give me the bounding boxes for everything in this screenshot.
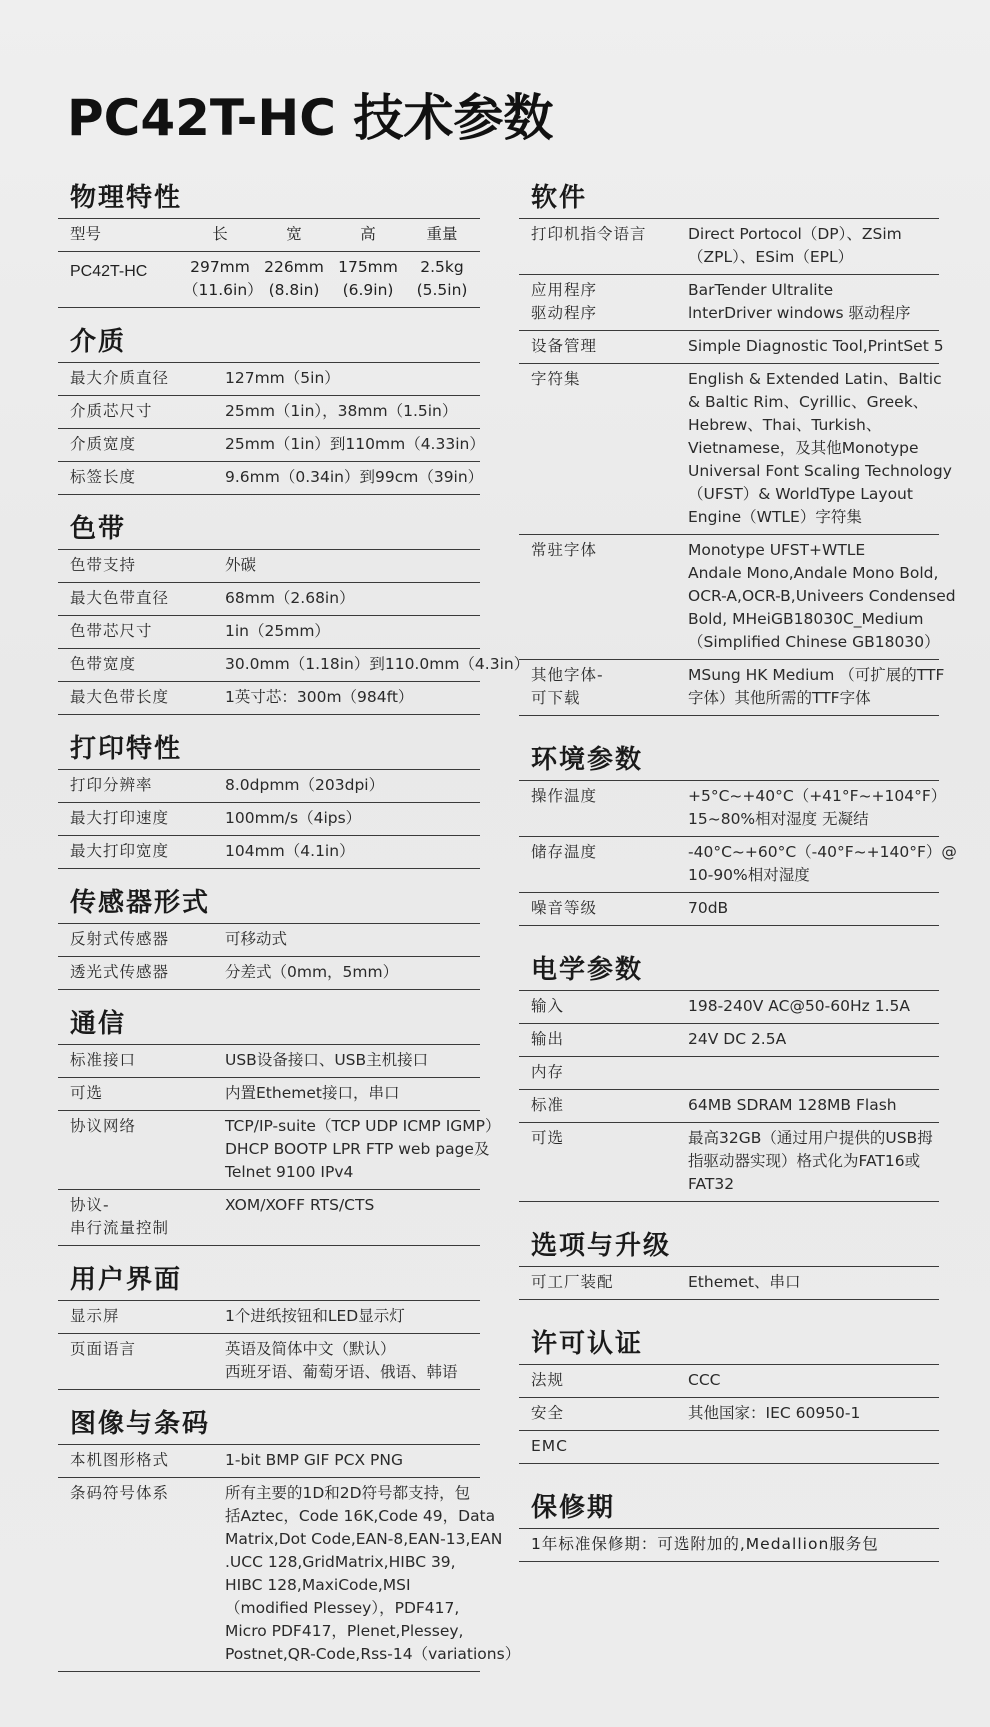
communication-section <box>58 1004 501 1246</box>
section-title-ui: 用户界面 <box>58 1260 480 1301</box>
spec-value: 1个进纸按钮和LED显示灯 <box>225 1307 405 1325</box>
spec-label: 打印机指令语言 <box>531 225 647 243</box>
spec-value: 1in（25mm） <box>225 622 330 640</box>
spec-value: 25mm（1in），38mm（1.5in） <box>225 402 458 420</box>
spec-label: 最大色带长度 <box>70 688 170 706</box>
spec-label: 设备管理 <box>531 337 598 355</box>
electrical-row <box>519 1090 939 1123</box>
comm-row <box>58 1078 480 1111</box>
spec-value: 30.0mm（1.18in）到110.0mm（4.3in） <box>225 655 530 673</box>
spec-value: 24V DC 2.5A <box>688 1030 787 1048</box>
env-row <box>519 837 957 893</box>
spec-value <box>688 1061 939 1084</box>
spec-value: -40°C~+60°C（-40°F~+140°F）@ 10-90%相对湿度 <box>688 843 957 884</box>
spec-label: 协议网络 <box>70 1117 137 1135</box>
spec-label: 可选 <box>70 1084 104 1102</box>
media-row <box>58 429 485 462</box>
spec-value: Ethemet、串口 <box>688 1273 801 1291</box>
spec-label: 噪音等级 <box>531 899 598 917</box>
spec-value: 104mm（4.1in） <box>225 842 355 860</box>
page-title: PC42T-HC 技术参数 <box>67 89 554 147</box>
warranty-text: 1年标准保修期：可选附加的,Medallion服务包 <box>519 1529 939 1562</box>
spec-value: English & Extended Latin、Baltic & Baltic Rim、Cyrillic、Greek、 Hebrew、Thai、Turkish、 Vietnamese，及其他Monotype Universal Font Scaling Technology （UFST）& WorldType Layout Engine（WTLE）字符集 <box>688 370 952 526</box>
header-width: 宽 <box>286 225 302 243</box>
media-section <box>58 322 485 495</box>
software-row <box>519 535 956 660</box>
electrical-section <box>519 950 939 1202</box>
spec-value: Direct Portocol（DP）、ZSim （ZPL）、ESim（EPL） <box>688 225 902 266</box>
sensor-section <box>58 883 480 990</box>
spec-label: 应用程序 驱动程序 <box>531 281 598 322</box>
ui-row <box>58 1334 480 1390</box>
spec-value: 所有主要的1D和2D符号都支持，包 括Aztec，Code 16K,Code 49，Data Matrix,Dot Code,EAN-8,EAN-13,EAN .UCC 128,GridMatrix,HIBC 39, HIBC 128,MaxiCode,MSI （modified Plessey），PDF417, Micro PDF417，Plenet,Plessey, Postnet,QR-Code,Rss-14（variations） <box>225 1484 521 1663</box>
media-row <box>58 462 484 495</box>
section-title-comm: 通信 <box>58 1004 480 1045</box>
spec-label: 显示屏 <box>70 1307 120 1325</box>
header-model: 型号 <box>70 225 102 243</box>
print-row <box>58 803 480 836</box>
header-height: 高 <box>360 225 376 243</box>
comm-row <box>58 1111 501 1190</box>
spec-label: 标签长度 <box>70 468 137 486</box>
spec-label: 色带宽度 <box>70 655 137 673</box>
ribbon-row <box>58 682 480 715</box>
spec-label: 输入 <box>531 997 565 1015</box>
software-section <box>519 178 956 716</box>
certification-section <box>519 1324 939 1464</box>
sensor-row <box>58 957 480 990</box>
print-section <box>58 729 480 869</box>
comm-row <box>58 1045 480 1078</box>
barcode-section <box>58 1404 521 1672</box>
model-name: PC42T-HC <box>70 263 148 280</box>
cert-row <box>519 1365 939 1398</box>
ribbon-row <box>58 583 480 616</box>
spec-label: 打印分辨率 <box>70 776 153 794</box>
software-row <box>519 219 939 275</box>
barcode-row <box>58 1478 521 1672</box>
section-title-options: 选项与升级 <box>519 1226 939 1267</box>
spec-value: Monotype UFST+WTLE Andale Mono,Andale Mono Bold, OCR-A,OCR-B,Univeers Condensed Bold, MHeiGB18030C_Medium （Simplified Chinese GB18030） <box>688 541 956 651</box>
spec-label: 介质芯尺寸 <box>70 402 153 420</box>
spec-value: 25mm（1in）到110mm（4.33in） <box>225 435 485 453</box>
section-title-media: 介质 <box>58 322 480 363</box>
header-length: 长 <box>212 225 228 243</box>
media-row <box>58 396 480 429</box>
header-weight: 重量 <box>426 225 458 243</box>
physical-header-row <box>58 219 480 252</box>
section-title-software: 软件 <box>519 178 939 219</box>
ribbon-row <box>58 550 480 583</box>
section-title-cert: 许可认证 <box>519 1324 939 1365</box>
user-interface-section <box>58 1260 480 1390</box>
spec-value: +5°C~+40°C（+41°F~+104°F） 15~80%相对湿度 无凝结 <box>688 787 947 828</box>
spec-label: 协议- 串行流量控制 <box>70 1196 170 1237</box>
spec-value: MSung HK Medium （可扩展的TTF 字体）其他所需的TTF字体 <box>688 666 945 707</box>
right-column <box>519 178 957 1562</box>
width-value: 226mm (8.8in) <box>264 258 324 299</box>
spec-label: 储存温度 <box>531 843 598 861</box>
spec-value: Simple Diagnostic Tool,PrintSet 5 <box>688 337 944 355</box>
section-title-electrical: 电学参数 <box>519 950 939 991</box>
spec-label: 最大介质直径 <box>70 369 170 387</box>
section-title-ribbon: 色带 <box>58 509 480 550</box>
ribbon-section <box>58 509 530 715</box>
spec-value: 9.6mm（0.34in）到99cm（39in） <box>225 468 484 486</box>
ribbon-row <box>58 649 530 682</box>
spec-value: 分差式（0mm，5mm） <box>225 963 399 981</box>
spec-label: 最大打印宽度 <box>70 842 170 860</box>
spec-value: 英语及简体中文（默认） 西班牙语、葡萄牙语、俄语、韩语 <box>225 1340 458 1381</box>
spec-label: 输出 <box>531 1030 565 1048</box>
options-row <box>519 1267 939 1300</box>
spec-value: 内置Ethemet接口，串口 <box>225 1084 400 1102</box>
electrical-row <box>519 991 939 1024</box>
spec-value: BarTender Ultralite lnterDriver windows 驱动程序 <box>688 281 911 322</box>
spec-value: CCC <box>688 1371 721 1389</box>
spec-value: TCP/IP-suite（TCP UDP ICMP IGMP） DHCP BOOTP LPR FTP web page及 Telnet 9100 IPv4 <box>225 1117 501 1181</box>
spec-value: 127mm（5in） <box>225 369 340 387</box>
spec-label: 色带芯尺寸 <box>70 622 153 640</box>
left-column <box>58 178 530 1672</box>
weight-value: 2.5kg (5.5in) <box>416 258 468 299</box>
software-row <box>519 331 944 364</box>
spec-label: 可选 <box>531 1129 565 1147</box>
spec-label: 色带支持 <box>70 556 137 574</box>
software-row <box>519 364 952 535</box>
electrical-row <box>519 1123 939 1202</box>
spec-value: 1-bit BMP GIF PCX PNG <box>225 1451 403 1469</box>
spec-label: 页面语言 <box>70 1340 137 1358</box>
spec-value: 198-240V AC@50-60Hz 1.5A <box>688 997 910 1015</box>
software-row <box>519 660 945 716</box>
spec-label: 最大打印速度 <box>70 809 170 827</box>
physical-value-row <box>58 252 480 308</box>
options-section <box>519 1226 939 1300</box>
section-title-print: 打印特性 <box>58 729 480 770</box>
env-row <box>519 781 947 837</box>
spec-value: 可移动式 <box>225 930 288 948</box>
media-row <box>58 363 480 396</box>
print-row <box>58 770 480 803</box>
spec-label: 透光式传感器 <box>70 963 170 981</box>
spec-label: 字符集 <box>531 370 581 388</box>
spec-label: 标准 <box>531 1096 565 1114</box>
spec-value: USB设备接口、USB主机接口 <box>225 1051 429 1069</box>
environment-section <box>519 740 957 926</box>
software-row <box>519 275 939 331</box>
spec-value: 64MB SDRAM 128MB Flash <box>688 1096 897 1114</box>
spec-value: 100mm/s（4ips） <box>225 809 362 827</box>
electrical-row <box>519 1057 939 1090</box>
spec-label: 安全 <box>531 1404 565 1422</box>
print-row <box>58 836 480 869</box>
section-title-sensor: 传感器形式 <box>58 883 480 924</box>
spec-label: 最大色带直径 <box>70 589 170 607</box>
cert-row <box>519 1398 939 1431</box>
ribbon-row <box>58 616 480 649</box>
barcode-row <box>58 1445 480 1478</box>
spec-label: 本机图形格式 <box>70 1451 170 1469</box>
ui-row <box>58 1301 480 1334</box>
spec-label: 反射式传感器 <box>70 930 170 948</box>
env-row <box>519 893 939 926</box>
spec-label: EMC <box>531 1437 568 1455</box>
spec-label: 法规 <box>531 1371 565 1389</box>
sensor-row <box>58 924 480 957</box>
section-title-env: 环境参数 <box>519 740 939 781</box>
spec-label: 介质宽度 <box>70 435 137 453</box>
height-value: 175mm (6.9in) <box>338 258 398 299</box>
spec-label: 操作温度 <box>531 787 598 805</box>
spec-label: 其他字体- 可下载 <box>531 666 604 707</box>
spec-label: 可工厂装配 <box>531 1273 614 1291</box>
cert-row <box>519 1431 939 1464</box>
spec-value <box>688 1435 939 1458</box>
electrical-row <box>519 1024 939 1057</box>
spec-label: 常驻字体 <box>531 541 598 559</box>
section-title-physical: 物理特性 <box>58 178 480 219</box>
comm-row <box>58 1190 480 1246</box>
spec-label: 内存 <box>531 1063 565 1081</box>
spec-value: 其他国家：IEC 60950-1 <box>688 1404 861 1422</box>
section-title-barcode: 图像与条码 <box>58 1404 480 1445</box>
spec-value: 1英寸芯：300m（984ft） <box>225 688 414 706</box>
spec-label: 标准接口 <box>70 1051 137 1069</box>
spec-value: 最高32GB（通过用户提供的USB拇 指驱动器实现）格式化为FAT16或 FAT32 <box>688 1129 933 1193</box>
spec-value: 68mm（2.68in） <box>225 589 355 607</box>
spec-value: 70dB <box>688 899 729 917</box>
spec-value: 外碳 <box>225 556 257 574</box>
section-title-warranty: 保修期 <box>519 1488 939 1529</box>
spec-value: XOM/XOFF RTS/CTS <box>225 1196 375 1214</box>
spec-label: 条码符号体系 <box>70 1484 170 1502</box>
length-value: 297mm （11.6in） <box>183 258 263 299</box>
spec-value: 8.0dpmm（203dpi） <box>225 776 385 794</box>
